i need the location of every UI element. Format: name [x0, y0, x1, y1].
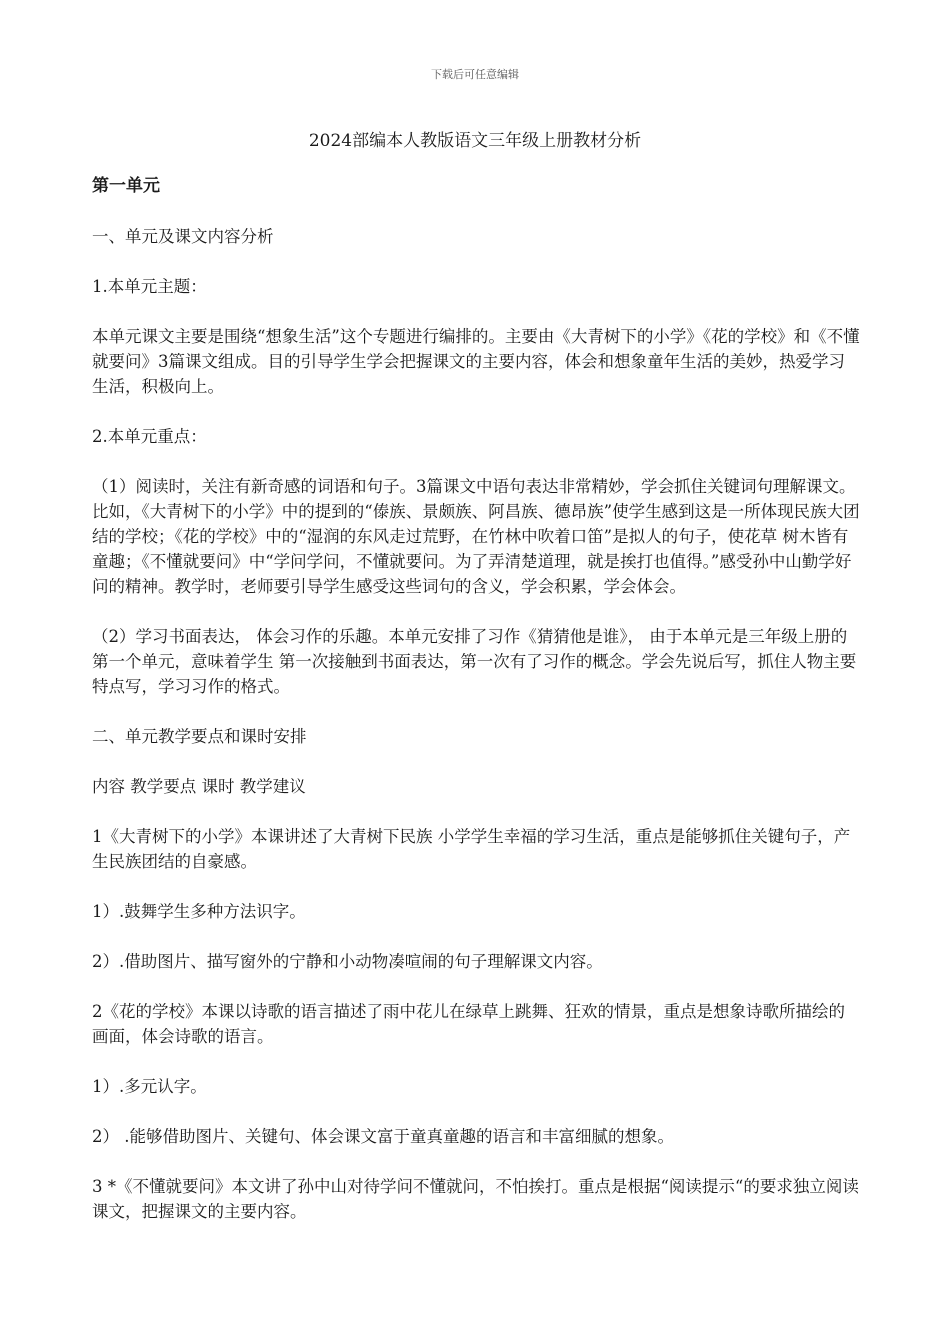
lesson-2-summary: 2《花的学校》本课以诗歌的语言描述了雨中花儿在绿草上跳舞、狂欢的情景，重点是想象诗歌所描绘的画面，体会诗歌的语言。	[92, 1002, 845, 1046]
lesson-1-point-2: 2）.借助图片、描写窗外的宁静和小动物凑喧闹的句子理解课文内容。	[92, 952, 603, 971]
subheading-unit-theme: 1.本单元主题：	[92, 277, 207, 296]
unit-heading: 第一单元	[92, 176, 160, 196]
section-heading-teaching-points: 二、单元教学要点和课时安排	[92, 727, 307, 746]
paragraph-focus-writing: （2）学习书面表达， 体会习作的乐趣。本单元安排了习作《猜猜他是谁》， 由于本单元是三年级上册的第一个单元，意味着学生 第一次接触到书面表达，第一次有了习作的概念。学会先说后写，抓住人物主要特点写，学习习作的格式。	[92, 627, 857, 696]
document-body	[92, 174, 860, 1249]
lesson-1-summary: 1《大青树下的小学》本课讲述了大青树下民族 小学学生幸福的学习生活，重点是能够抓住关键句子，产生民族团结的自豪感。	[92, 827, 851, 871]
lesson-2-point-1: 1）.多元认字。	[92, 1077, 207, 1096]
paragraph-focus-reading: （1）阅读时，关注有新奇感的词语和句子。3篇课文中语句表达非常精妙，学会抓住关键词句理解课文。比如，《大青树下的小学》中的提到的“傣族、景颇族、阿昌族、德昂族”使学生感到这是一所体现民族大团结的学校；《花的学校》中的“湿润的东风走过荒野，在竹林中吹着口笛”是拟人的句子，使花草 树木皆有童趣；《不懂就要问》中“学问学问，不懂就要问。为了弄清楚道理，就是挨打也值得。”感受孙中山勤学好问的精神。教学时，老师要引导学生感受这些词句的含义，学会积累，学会体会。	[92, 477, 860, 596]
paragraph-unit-theme: 本单元课文主要是围绕“想象生活”这个专题进行编排的。主要由《大青树下的小学》《花的学校》和《不懂就要问》3篇课文组成。目的引导学生学会把握课文的主要内容，体会和想象童年生活的美妙，热爱学习生活，积极向上。	[92, 327, 860, 396]
lesson-1-point-1: 1）.鼓舞学生多种方法识字。	[92, 902, 306, 921]
table-header-line: 内容 教学要点 课时 教学建议	[92, 777, 306, 796]
header-note: 下载后可任意编辑	[431, 68, 519, 81]
section-heading-content-analysis: 一、单元及课文内容分析	[92, 227, 274, 246]
document-title: 2024部编本人教版语文三年级上册教材分析	[308, 131, 642, 151]
lesson-3-summary: 3 *《不懂就要问》本文讲了孙中山对待学问不懂就问，不怕挨打。重点是根据“阅读提示“的要求独立阅读课文，把握课文的主要内容。	[92, 1177, 859, 1221]
lesson-2-point-2: 2） .能够借助图片、关键句、体会课文富于童真童趣的语言和丰富细腻的想象。	[92, 1127, 674, 1146]
subheading-unit-focus: 2.本单元重点：	[92, 427, 207, 446]
